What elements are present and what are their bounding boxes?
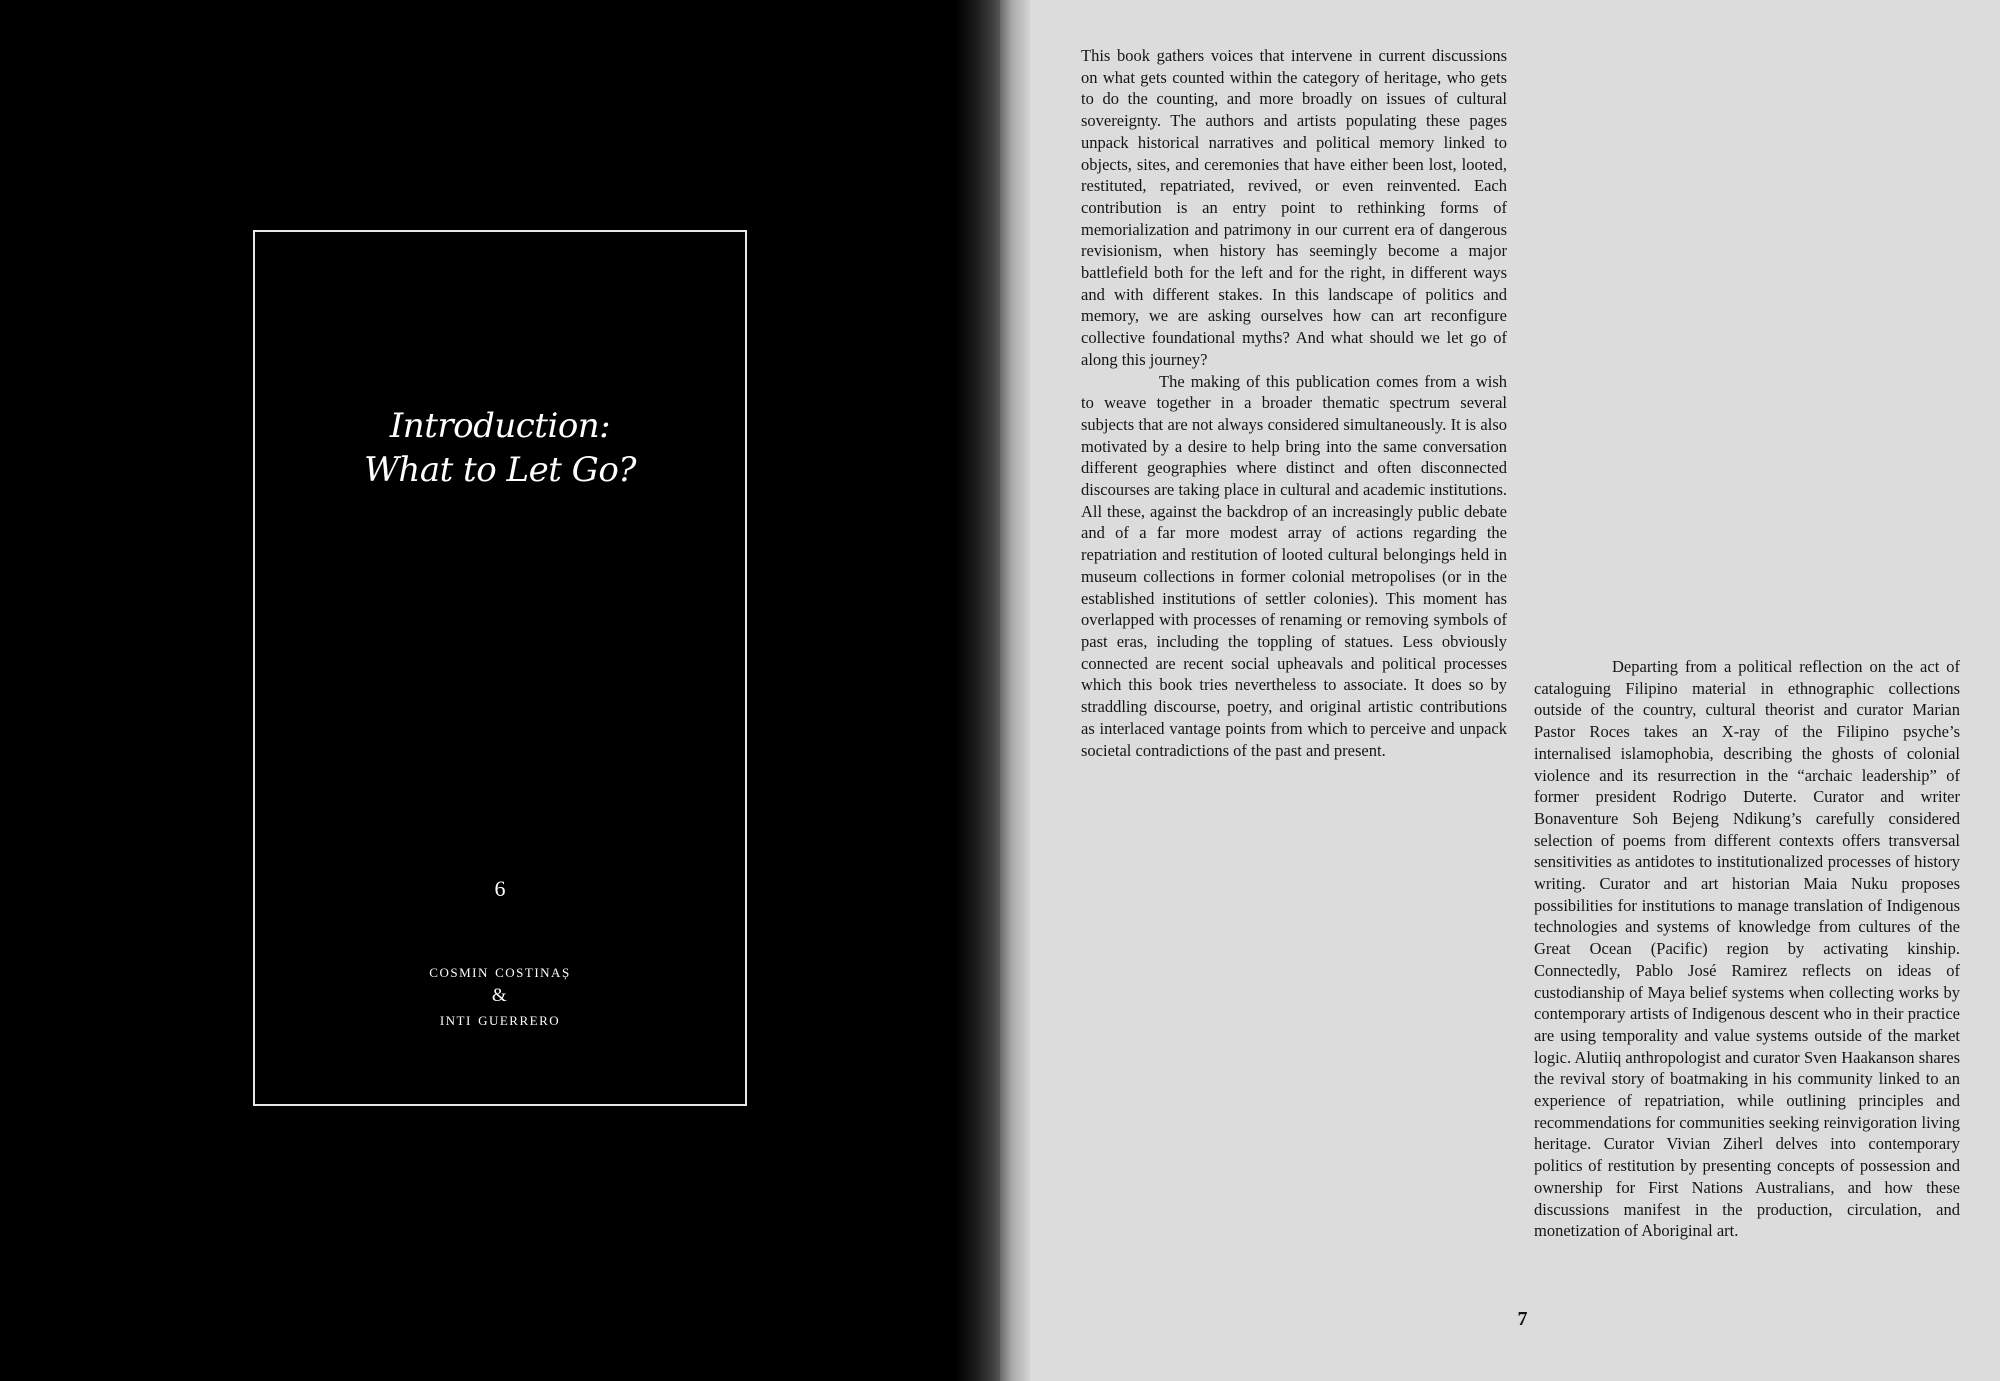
author-2: inti guerrero (439, 1009, 561, 1030)
author-1: cosmin costinaș (429, 961, 571, 982)
title-line-2: What to Let Go? (363, 450, 637, 490)
text-column-1 (1081, 45, 1507, 761)
chapter-title (255, 404, 745, 492)
page-number-right: 7 (1517, 1308, 1528, 1330)
right-gutter-shade (1000, 0, 1030, 1381)
title-frame (253, 230, 747, 1106)
title-line-1: Introduction: (389, 406, 611, 446)
text-column-2 (1534, 656, 1960, 1242)
body-paragraph-1: This book gathers voices that intervene in current discussions on what gets counted within the category of heritage, who gets to do the counting, and more broadly on issues of cultural sovereignty. The authors and artists populating these pages unpack historical narratives and political memory linked to objects, sites, and ceremonies that have either been lost, looted, restituted, repatriated, revived, or even reinvented. Each contribution is an entry point to rethinking forms of memorialization and patrimony in our current era of dangerous revisionism, when history has seemingly become a major battlefield both for the left and for the right, in different ways and with different stakes. In this landscape of politics and memory, we are asking ourselves how can art reconfigure collective foundational myths? And what should we let go of along this journey? (1081, 46, 1507, 369)
page-number-left: 6 (494, 876, 506, 901)
body-paragraph-3: Departing from a political reflection on the act of cataloguing Filipino material in ethnographic collections outside of the country, cultural theorist and curator Marian Pastor Roces takes an X-ray of the Filipino psyche’s internalised islamophobia, describing the ghosts of colonial violence and its resurrection in the “archaic leadership” of former president Rodrigo Duterte. Curator and writer Bonaventure Soh Bejeng Ndikung’s carefully considered selection of poems from different contexts offers transversal sensitivities as antidotes to institutionalized processes of history writing. Curator and art historian Maia Nuku proposes possibilities for institutions to manage translation of Indigenous technologies and systems of knowledge from cultures of the Great Ocean (Pacific) region by activating kinship. Connectedly, Pablo José Ramirez reflects on ideas of custodianship of Maya belief systems when collecting works by contemporary artists of Indigenous descent who in their practice are using temporality and value systems outside of the market logic. Alutiiq anthropologist and curator Sven Haakanson shares the revival story of boatmaking in his community linked to an experience of repatriation, while outlining principles and recommendations for communities seeking reinvigoration living heritage. Curator Vivian Ziherl delves into contemporary politics of restitution by presenting concepts of possession and ownership for First Nations Australians, and how these discussions manifest in the production, circulation, and monetization of Aboriginal art. (1534, 657, 1960, 1241)
author-names (255, 960, 745, 1032)
body-paragraph-2: The making of this publication comes from a wish to weave together in a broader thematic spectrum several subjects that are not always considered simultaneously. It is also motivated by a desire to help bring into the same conversation different geographies where distinct and often disconnected discourses are taking place in cultural and academic institutions. All these, against the backdrop of an increasingly public debate and of a far more modest array of actions regarding the repatriation and restitution of looted cultural belongings held in museum collections in former colonial metropolises (or in the established institutions of settler colonies). This moment has overlapped with processes of renaming or removing symbols of past eras, including the toppling of statues. Less obviously connected are recent social upheavals and political processes which this book tries nevertheless to associate. It does so by straddling discourse, poetry, and original artistic contributions as interlaced vantage points from which to perceive and unpack societal contradictions of the past and present. (1081, 371, 1507, 760)
gutter-shadow (955, 0, 1000, 1381)
author-ampersand: & (491, 985, 509, 1006)
